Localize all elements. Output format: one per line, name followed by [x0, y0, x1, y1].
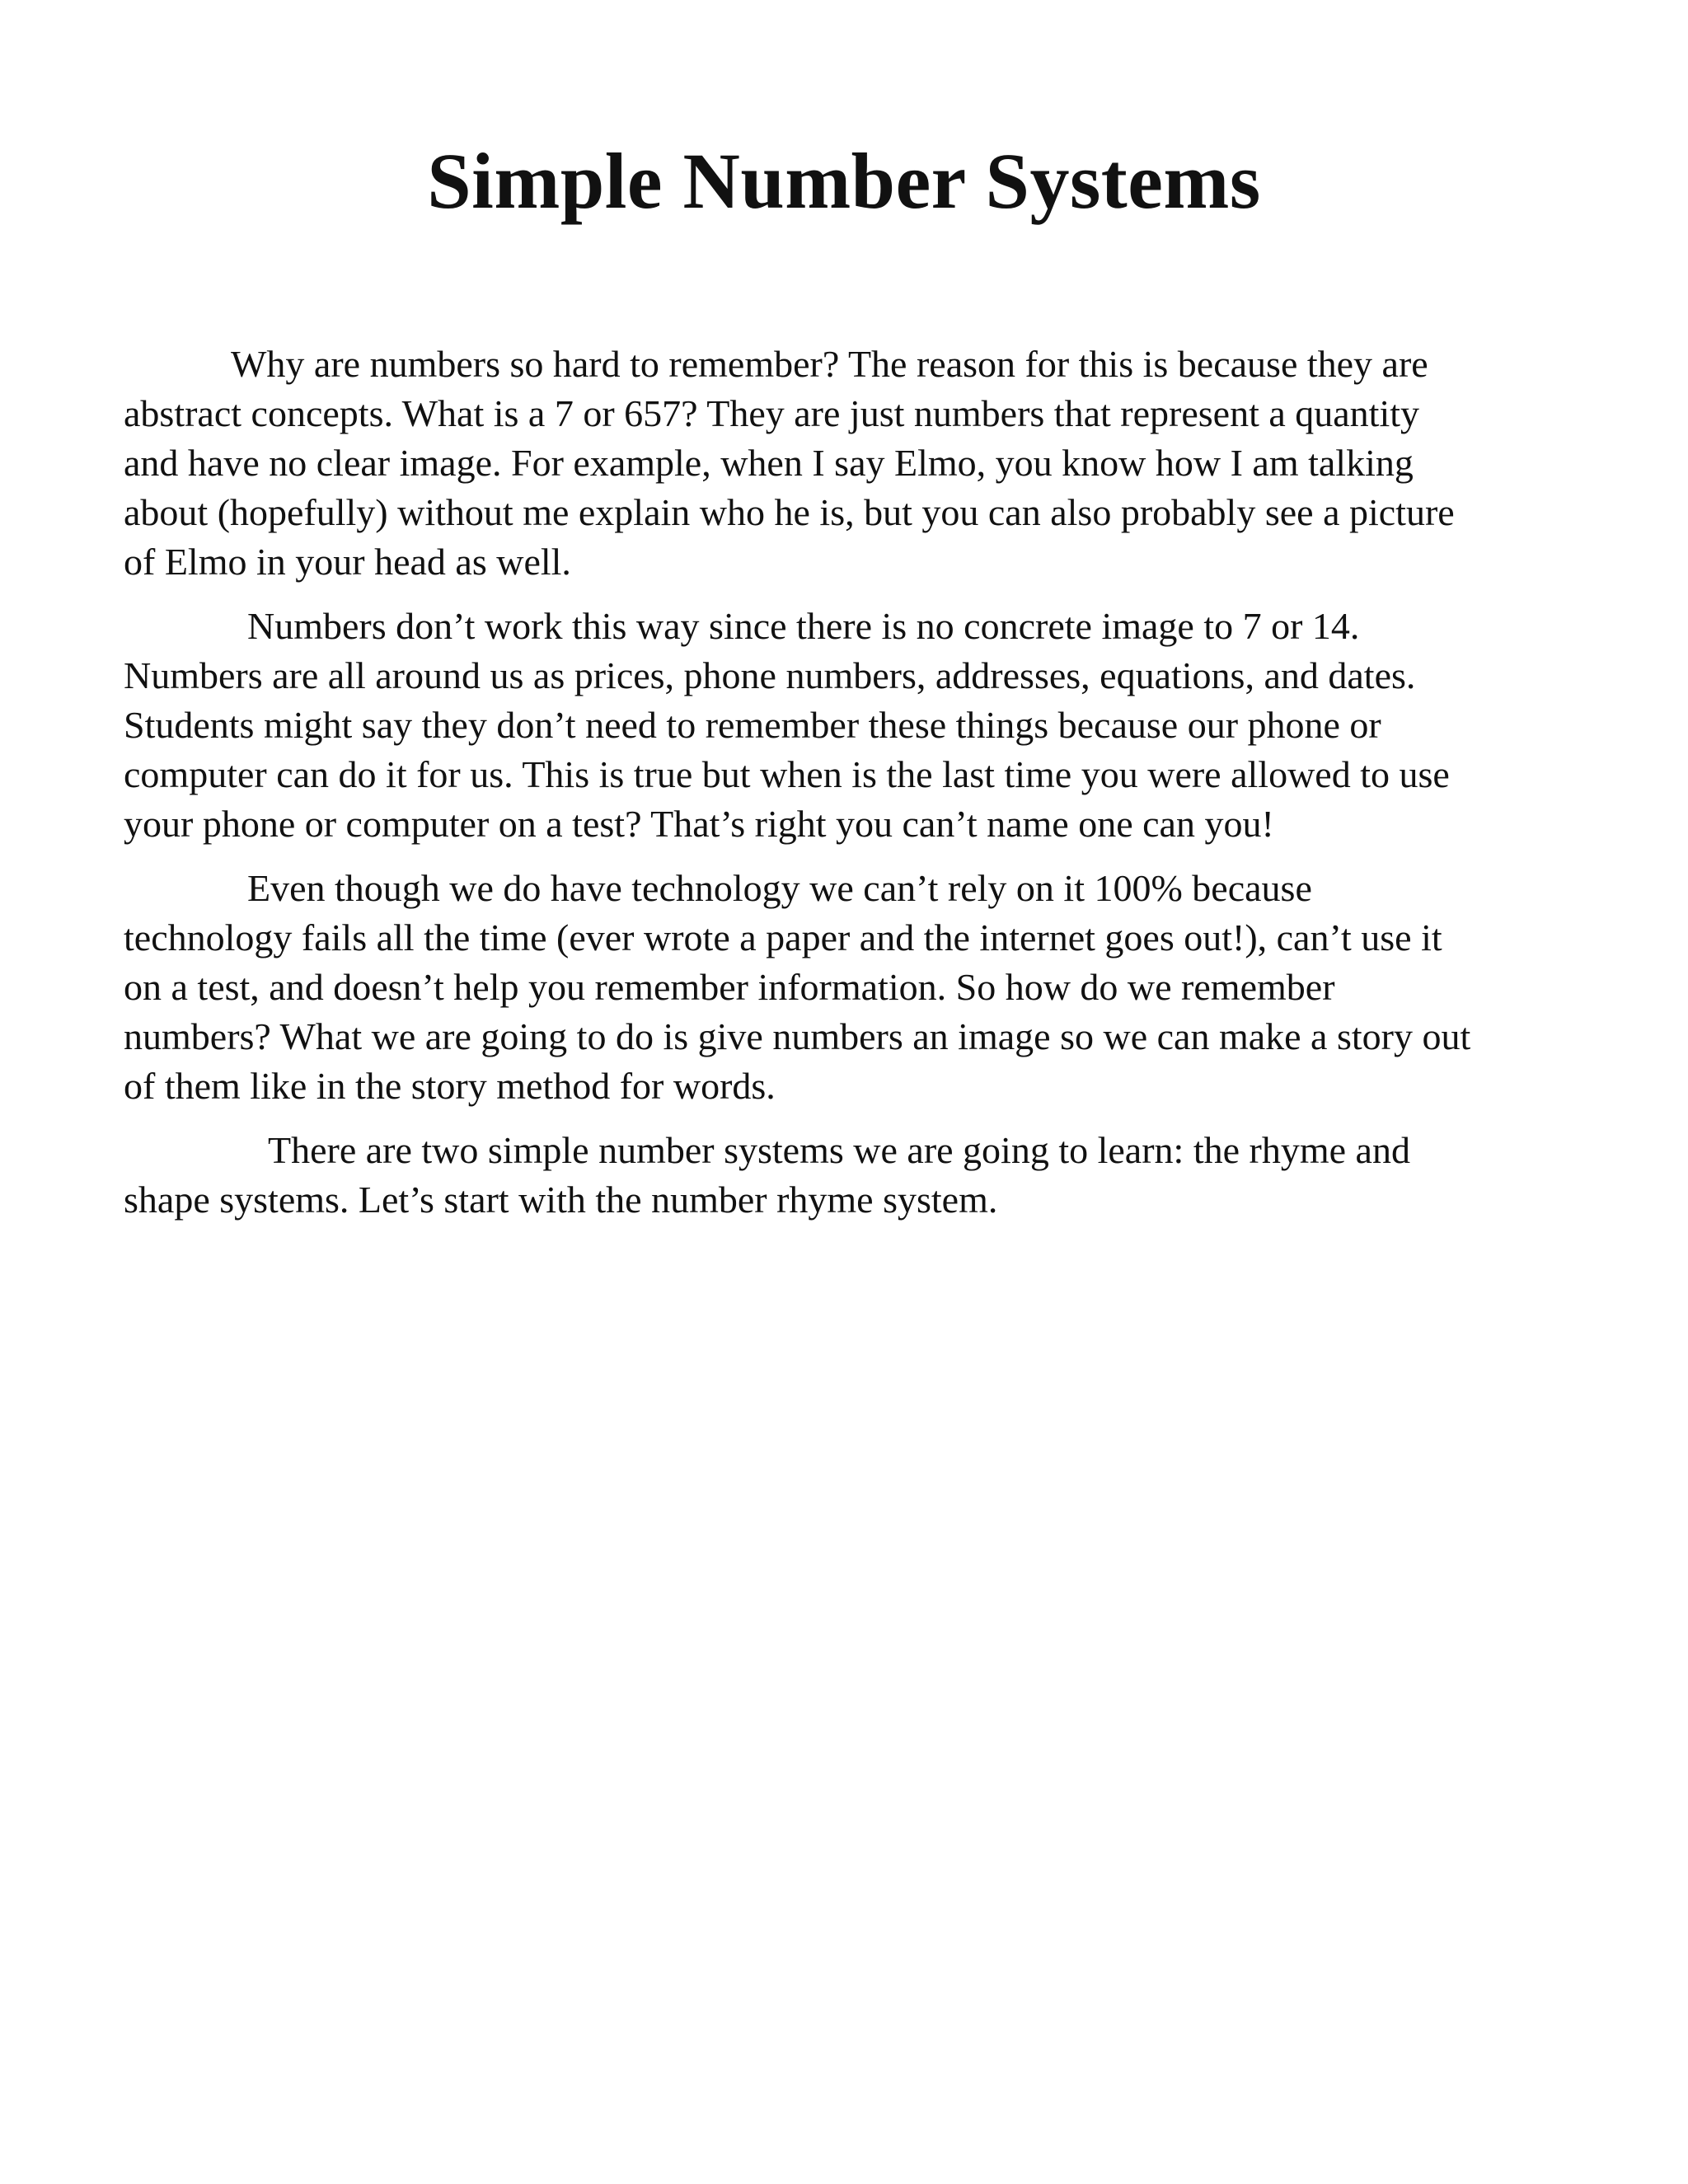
text-line: There are two simple number systems we are going to learn: the rhyme and: [268, 1129, 1410, 1171]
text-line: of Elmo in your head as well.: [124, 541, 571, 583]
text-line: Numbers don’t work this way since there is no concrete image to 7 or 14.: [247, 605, 1360, 647]
text-line: abstract concepts. What is a 7 or 657? They are just numbers that represent a quantity: [124, 392, 1420, 434]
paragraph-3: [124, 864, 1568, 1111]
text-line: shape systems. Let’s start with the number rhyme system.: [124, 1179, 998, 1221]
text-line: on a test, and doesn’t help you remember information. So how do we remember: [124, 966, 1335, 1008]
text-line: computer can do it for us. This is true but when is the last time you were allowed to use: [124, 753, 1450, 795]
paragraph-2: [124, 602, 1568, 849]
paragraph-1: [124, 340, 1568, 587]
text-line: about (hopefully) without me explain who he is, but you can also probably see a picture: [124, 491, 1455, 533]
text-line: technology fails all the time (ever wrote a paper and the internet goes out!), can’t use it: [124, 916, 1442, 958]
text-line: Even though we do have technology we can’t rely on it 100% because: [247, 867, 1312, 909]
page-title: Simple Number Systems: [427, 137, 1261, 225]
text-line: Students might say they don’t need to remember these things because our phone or: [124, 704, 1381, 746]
text-line: and have no clear image. For example, when I say Elmo, you know how I am talking: [124, 442, 1414, 484]
text-line: Numbers are all around us as prices, phone numbers, addresses, equations, and dates.: [124, 654, 1416, 696]
paragraph-4: [124, 1126, 1568, 1225]
text-line: your phone or computer on a test? That’s right you can’t name one can you!: [124, 803, 1274, 845]
text-line: of them like in the story method for words.: [124, 1065, 776, 1107]
text-line: numbers? What we are going to do is give numbers an image so we can make a story out: [124, 1015, 1471, 1057]
document-body: [124, 340, 1568, 1240]
text-line: Why are numbers so hard to remember? The reason for this is because they are: [231, 343, 1428, 385]
